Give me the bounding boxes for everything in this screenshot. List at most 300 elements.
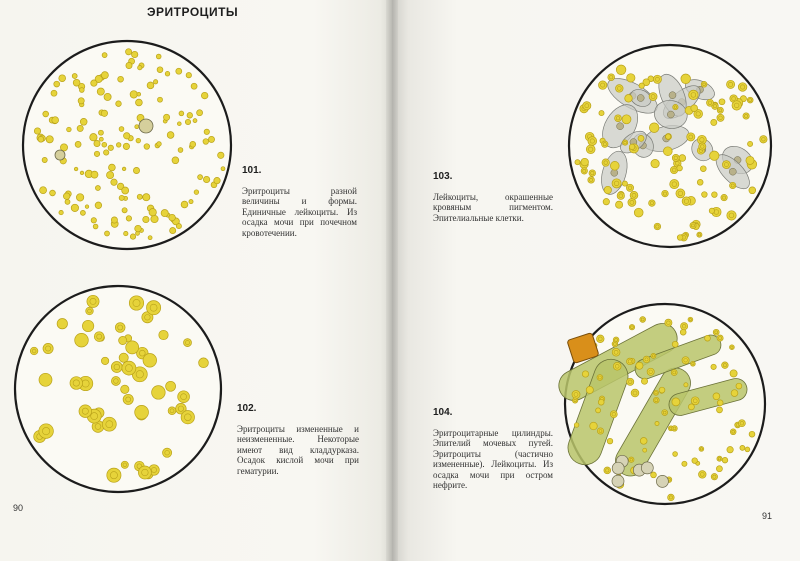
erythrocyte — [612, 348, 620, 356]
erythrocyte — [78, 98, 84, 104]
erythrocyte — [38, 136, 44, 142]
erythrocyte — [80, 171, 84, 175]
caption-103 — [433, 172, 553, 223]
erythrocyte — [596, 408, 601, 413]
erythrocyte — [730, 345, 735, 350]
micrograph-102 — [12, 282, 224, 496]
erythrocyte — [143, 216, 149, 222]
erythrocyte — [193, 119, 197, 123]
erythrocyte — [627, 378, 634, 385]
erythrocyte — [165, 71, 170, 76]
erythrocyte — [705, 335, 711, 341]
erythrocyte — [42, 157, 47, 162]
leukocyte — [139, 119, 153, 133]
erythrocyte — [116, 101, 122, 107]
erythrocyte — [121, 385, 129, 393]
erythrocyte — [713, 329, 719, 335]
erythrocyte — [94, 151, 99, 156]
erythrocyte — [172, 157, 179, 164]
erythrocyte — [709, 208, 714, 213]
erythrocyte — [743, 113, 749, 119]
erythrocyte — [91, 218, 96, 223]
erythrocyte — [130, 91, 137, 98]
erythrocyte — [124, 133, 130, 139]
erythrocyte — [178, 391, 190, 403]
erythrocyte — [749, 431, 755, 437]
erythrocyte — [736, 383, 742, 389]
erythrocyte — [40, 187, 47, 194]
erythrocyte — [124, 231, 128, 235]
erythrocyte — [677, 165, 683, 171]
erythrocyte — [682, 197, 691, 206]
erythrocyte — [111, 217, 117, 223]
erythrocyte — [122, 187, 129, 194]
erythrocyte — [629, 325, 634, 330]
erythrocyte — [199, 358, 209, 368]
cell-nucleus — [617, 123, 624, 130]
erythrocyte — [51, 90, 57, 96]
erythrocyte — [126, 216, 131, 221]
erythrocyte — [176, 68, 182, 74]
erythrocyte — [586, 386, 593, 393]
erythrocyte — [730, 429, 736, 435]
erythrocyte — [746, 156, 754, 164]
erythrocyte — [105, 231, 110, 236]
erythrocyte — [65, 199, 70, 204]
erythrocyte — [39, 373, 52, 386]
erythrocyte — [135, 225, 142, 232]
erythrocyte — [612, 179, 621, 188]
figure-number-104: 104. — [433, 407, 453, 418]
erythrocyte — [738, 83, 747, 92]
erythrocyte — [169, 214, 176, 221]
erythrocyte — [687, 133, 695, 141]
erythrocyte — [186, 73, 191, 78]
erythrocyte — [676, 189, 685, 198]
erythrocyte — [136, 138, 141, 143]
erythrocyte — [691, 105, 698, 112]
erythrocyte — [181, 201, 188, 208]
erythrocyte — [745, 447, 750, 452]
erythrocyte — [71, 204, 78, 211]
erythrocyte — [622, 115, 631, 124]
erythrocyte — [153, 80, 157, 84]
erythrocyte — [640, 438, 647, 445]
erythrocyte — [597, 335, 605, 343]
erythrocyte — [760, 136, 767, 143]
erythrocyte — [616, 85, 624, 93]
erythrocyte — [649, 123, 659, 133]
erythrocyte — [70, 377, 83, 390]
erythrocyte — [59, 210, 63, 214]
erythrocyte — [707, 99, 714, 106]
erythrocyte — [203, 176, 209, 182]
erythrocyte — [34, 128, 40, 134]
erythrocyte — [190, 141, 196, 147]
erythrocyte — [634, 208, 643, 217]
erythrocyte — [79, 88, 84, 93]
erythrocyte — [74, 167, 78, 171]
erythrocyte — [586, 145, 595, 154]
erythrocyte — [80, 210, 85, 215]
erythrocyte — [148, 236, 152, 240]
erythrocyte — [86, 307, 94, 315]
erythrocyte — [583, 102, 591, 110]
erythrocyte — [655, 421, 659, 425]
erythrocyte — [603, 199, 609, 205]
erythrocyte — [80, 118, 87, 125]
erythrocyte — [218, 152, 224, 158]
erythrocyte — [97, 88, 104, 95]
erythrocyte — [123, 143, 129, 149]
erythrocyte — [98, 130, 103, 135]
erythrocyte — [689, 90, 699, 100]
erythrocyte — [166, 381, 176, 391]
erythrocyte — [57, 319, 67, 329]
figure-text-103: Лейкоциты, окрашенные кровяным пигментом. Эпителиальные клетки. — [433, 191, 553, 223]
erythrocyte — [111, 179, 117, 185]
erythrocyte — [93, 224, 98, 229]
erythrocyte — [626, 184, 633, 191]
erythrocyte — [691, 361, 696, 366]
erythrocyte — [719, 99, 725, 105]
erythrocyte — [133, 167, 139, 173]
erythrocyte — [582, 371, 588, 377]
erythrocyte — [749, 187, 756, 194]
erythrocyte — [144, 144, 150, 150]
erythrocyte — [43, 111, 49, 117]
erythrocyte — [730, 182, 736, 188]
figure-number-102: 102. — [237, 403, 257, 414]
erythrocyte — [666, 134, 671, 139]
erythrocyte — [653, 75, 661, 83]
erythrocyte — [94, 332, 104, 342]
erythrocyte — [627, 74, 635, 82]
erythrocyte — [659, 387, 665, 393]
erythrocyte — [711, 119, 717, 125]
erythrocyte — [156, 54, 161, 59]
erythrocyte — [574, 423, 579, 428]
erythrocyte — [101, 110, 107, 116]
erythrocyte — [639, 83, 644, 88]
erythrocyte — [143, 194, 150, 201]
erythrocyte — [588, 137, 597, 146]
caption-104 — [433, 408, 553, 491]
figure-text-101: Эритроциты разной величины и формы. Единичные лейкоциты. Из осадка мочи при почечном кровотечении. — [242, 185, 357, 238]
erythrocyte — [604, 186, 611, 193]
erythrocyte — [699, 471, 707, 479]
erythrocyte — [717, 400, 723, 406]
erythrocyte — [727, 80, 735, 88]
erythrocyte — [681, 323, 688, 330]
erythrocyte — [204, 129, 209, 134]
erythrocyte — [604, 467, 611, 474]
erythrocyte — [622, 140, 627, 145]
erythrocyte — [102, 417, 116, 431]
erythrocyte — [713, 393, 720, 400]
erythrocyte — [572, 398, 577, 403]
erythrocyte — [641, 378, 647, 384]
erythrocyte — [75, 141, 81, 147]
erythrocyte — [94, 140, 100, 146]
erythrocyte — [722, 161, 730, 169]
erythrocyte — [602, 159, 609, 166]
erythrocyte — [158, 97, 163, 102]
erythrocyte — [607, 438, 613, 444]
erythrocyte — [631, 389, 639, 397]
erythrocyte — [630, 191, 638, 199]
erythrocyte — [99, 137, 103, 141]
erythrocyte — [581, 168, 587, 174]
erythrocyte — [665, 319, 672, 326]
erythrocyte — [599, 81, 607, 89]
book-gutter — [386, 0, 398, 561]
erythrocyte — [680, 329, 686, 335]
erythrocyte — [101, 72, 108, 79]
erythrocyte — [157, 67, 163, 73]
erythrocyte — [613, 362, 621, 370]
erythrocyte — [197, 110, 203, 116]
erythrocyte — [95, 202, 102, 209]
erythrocyte — [731, 390, 738, 397]
erythrocyte — [187, 113, 193, 119]
erythrocyte — [670, 180, 679, 189]
erythrocyte — [691, 397, 699, 405]
erythrocyte — [119, 353, 128, 362]
erythrocyte — [119, 127, 124, 132]
erythrocyte — [747, 97, 753, 103]
page-number-left: 90 — [13, 503, 24, 513]
erythrocyte — [721, 194, 727, 200]
erythrocyte — [662, 190, 669, 197]
erythrocyte — [115, 323, 125, 333]
erythrocyte — [73, 79, 80, 86]
erythrocyte — [181, 411, 194, 424]
leukocyte — [656, 475, 668, 487]
erythrocyte — [126, 62, 132, 68]
page-number-right: 91 — [762, 511, 773, 521]
erythrocyte — [167, 132, 174, 139]
erythrocyte — [672, 154, 679, 161]
erythrocyte — [102, 142, 107, 147]
erythrocyte — [672, 426, 678, 432]
erythrocyte — [682, 461, 687, 466]
erythrocyte — [711, 364, 716, 369]
erythrocyte — [138, 466, 151, 479]
erythrocyte — [152, 386, 166, 400]
erythrocyte — [640, 317, 646, 323]
figure-text-102: Эритроциты измененные и неизмененные. Некоторые имеют вид кладдурказа. Осадок кислой мочи при гематурии. — [237, 423, 359, 476]
erythrocyte — [184, 339, 192, 347]
erythrocyte — [189, 200, 193, 204]
erythrocyte — [122, 167, 126, 171]
erythrocyte — [608, 74, 615, 81]
erythrocyte — [132, 51, 138, 57]
erythrocyte — [85, 205, 89, 209]
erythrocyte — [702, 192, 708, 198]
erythrocyte — [627, 358, 634, 365]
erythrocyte — [643, 356, 650, 363]
figure-number-103: 103. — [433, 171, 453, 182]
erythrocyte — [72, 74, 77, 79]
erythrocyte — [589, 170, 596, 177]
erythrocyte — [91, 171, 98, 178]
erythrocyte — [76, 194, 83, 201]
erythrocyte — [622, 181, 627, 186]
erythrocyte — [727, 211, 736, 220]
erythrocyte — [201, 92, 208, 99]
erythrocyte — [135, 405, 149, 419]
erythrocyte — [119, 336, 127, 344]
micrograph-104 — [558, 302, 772, 506]
erythrocyte — [732, 101, 741, 110]
erythrocyte — [701, 81, 707, 87]
erythrocyte — [663, 147, 672, 156]
micrograph-101 — [18, 38, 236, 252]
erythrocyte — [135, 125, 139, 129]
erythrocyte — [671, 370, 677, 376]
cell-nucleus — [667, 111, 674, 118]
cell-nucleus — [669, 92, 676, 99]
erythrocyte — [119, 195, 124, 200]
erythrocyte — [575, 160, 580, 165]
erythrocyte — [111, 377, 120, 386]
erythrocyte — [654, 223, 661, 230]
erythrocyte — [122, 361, 136, 375]
erythrocyte — [740, 445, 745, 450]
erythrocyte — [722, 362, 729, 369]
erythrocyte — [599, 111, 604, 116]
erythrocyte — [684, 383, 688, 387]
erythrocyte — [712, 192, 718, 198]
erythrocyte — [616, 201, 623, 208]
erythrocyte — [717, 335, 723, 341]
erythrocyte — [710, 151, 719, 160]
erythrocyte — [90, 134, 97, 141]
erythrocyte — [59, 75, 66, 82]
erythrocyte — [168, 407, 176, 415]
erythrocyte — [129, 296, 143, 310]
erythrocyte — [748, 141, 753, 146]
erythrocyte — [149, 209, 156, 216]
erythrocyte — [91, 80, 97, 86]
erythrocyte — [688, 317, 693, 322]
erythrocyte — [643, 448, 647, 452]
erythrocyte — [67, 127, 72, 132]
erythrocyte — [121, 461, 128, 468]
erythrocyte — [163, 448, 172, 457]
erythrocyte — [161, 210, 168, 217]
erythrocyte — [697, 232, 702, 237]
erythrocyte — [572, 391, 580, 399]
erythrocyte — [52, 117, 59, 124]
erythrocyte — [194, 190, 199, 195]
erythrocyte — [692, 458, 698, 464]
erythrocyte — [179, 111, 184, 116]
erythrocyte — [185, 119, 190, 124]
erythrocyte — [716, 466, 722, 472]
leukocyte — [612, 462, 624, 474]
erythrocyte — [46, 136, 53, 143]
erythrocyte — [717, 456, 722, 461]
erythrocyte — [654, 390, 659, 395]
erythrocyte — [143, 354, 157, 368]
erythrocyte — [717, 114, 724, 121]
erythrocyte — [651, 472, 657, 478]
erythrocyte — [697, 179, 703, 185]
erythrocyte — [677, 235, 683, 241]
erythrocyte — [717, 107, 723, 113]
erythrocyte — [688, 404, 694, 410]
erythrocyte — [126, 49, 132, 55]
microscope-field — [15, 286, 221, 492]
erythrocyte — [738, 420, 745, 427]
erythrocyte — [730, 370, 737, 377]
leukocyte — [641, 462, 653, 474]
erythrocyte — [673, 104, 678, 109]
erythrocyte — [122, 208, 127, 213]
cell-nucleus — [729, 168, 736, 175]
erythrocyte — [610, 161, 619, 170]
erythrocyte — [77, 125, 83, 131]
figure-number-101: 101. — [242, 165, 262, 176]
erythrocyte — [651, 353, 656, 358]
micrograph-103 — [564, 42, 776, 250]
erythrocyte — [137, 92, 141, 96]
erythrocyte — [673, 452, 678, 457]
erythrocyte — [178, 148, 183, 153]
erythrocyte — [157, 142, 162, 147]
erythrocyte — [176, 224, 181, 229]
erythrocyte — [208, 136, 214, 142]
erythrocyte — [123, 394, 133, 404]
erythrocyte — [87, 295, 99, 307]
erythrocyte — [617, 192, 624, 199]
erythrocyte — [79, 405, 92, 418]
erythrocyte — [662, 410, 668, 416]
erythrocyte — [101, 357, 108, 364]
erythrocyte — [590, 422, 598, 430]
erythrocyte — [108, 145, 113, 150]
erythrocyte — [681, 74, 691, 84]
erythrocyte — [610, 411, 617, 418]
erythrocyte — [625, 95, 633, 103]
erythrocyte — [170, 228, 176, 234]
erythrocyte — [672, 398, 680, 406]
erythrocyte — [130, 234, 135, 239]
erythrocyte — [636, 362, 643, 369]
erythrocyte — [699, 143, 706, 150]
erythrocyte — [668, 494, 675, 501]
erythrocyte — [137, 194, 142, 199]
erythrocyte — [615, 115, 622, 122]
erythrocyte — [147, 82, 154, 89]
erythrocyte — [647, 368, 654, 375]
section-title: ЭРИТРОЦИТЫ — [147, 5, 239, 19]
erythrocyte — [612, 341, 618, 347]
erythrocyte — [136, 99, 143, 106]
erythrocyte — [700, 166, 706, 172]
erythrocyte — [116, 143, 121, 148]
erythrocyte — [104, 150, 109, 155]
erythrocyte — [616, 65, 626, 75]
erythrocyte — [649, 93, 657, 101]
erythrocyte — [221, 167, 225, 171]
erythrocyte — [118, 76, 124, 82]
erythrocyte — [638, 135, 644, 141]
erythrocyte — [629, 457, 634, 462]
erythrocyte — [82, 320, 93, 331]
